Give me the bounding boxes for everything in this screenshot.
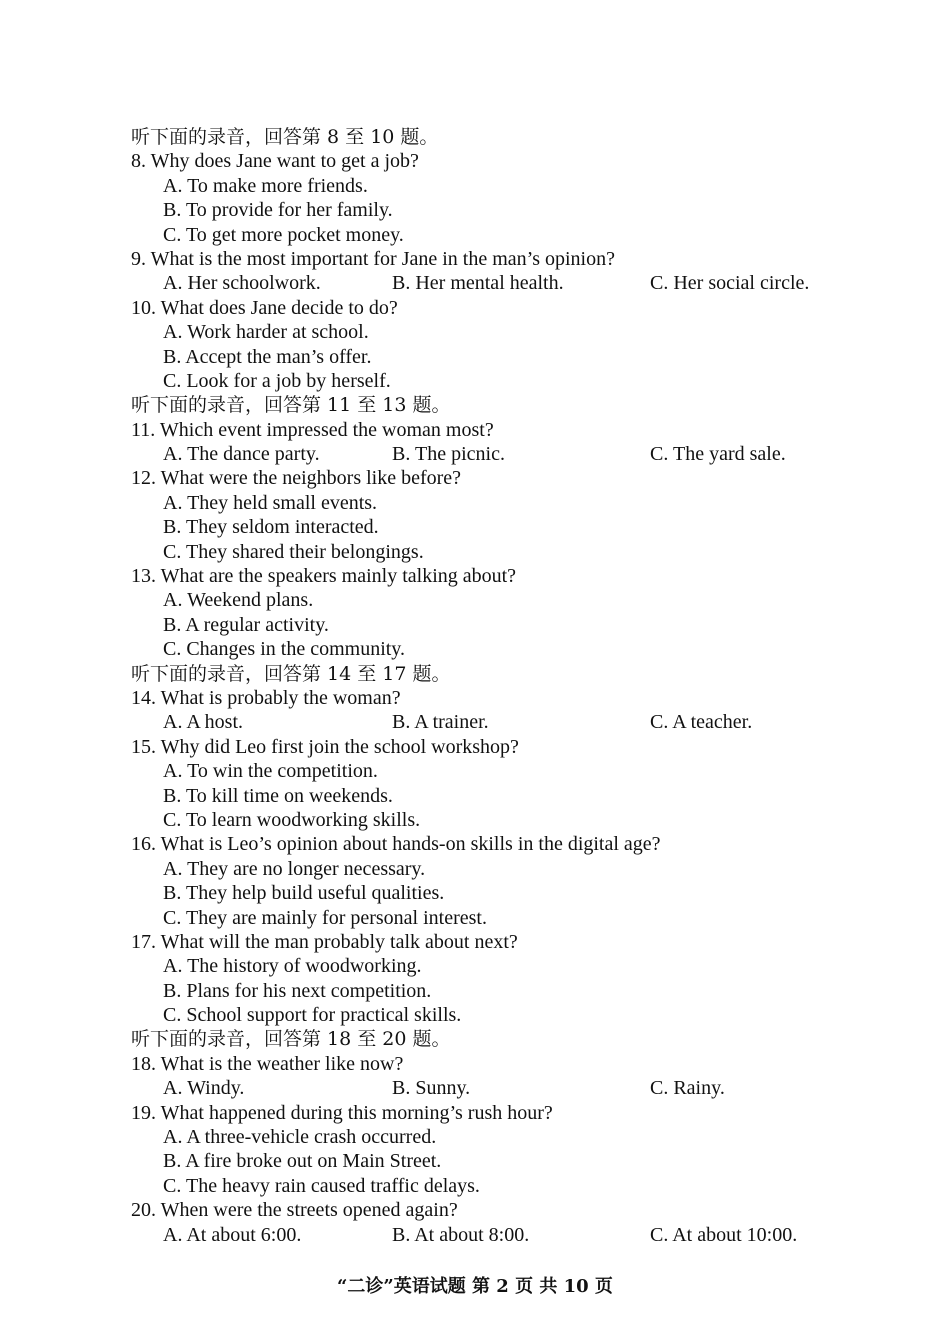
answer-option: B. They seldom interacted.	[163, 516, 379, 539]
answer-option: C. A teacher.	[650, 711, 753, 734]
option-row	[131, 442, 851, 466]
answer-option: C. The heavy rain caused traffic delays.	[163, 1174, 480, 1197]
answer-option: A. To make more friends.	[163, 174, 368, 197]
answer-option: A. Weekend plans.	[163, 589, 314, 612]
question-stem: 13. What are the speakers mainly talking about?	[131, 565, 517, 588]
question-stem: 16. What is Leo’s opinion about hands-on skills in the digital age?	[131, 833, 661, 856]
answer-option: B. They help build useful qualities.	[163, 882, 445, 905]
answer-option: A. Windy.	[163, 1077, 245, 1100]
answer-option: A. A three-vehicle crash occurred.	[163, 1126, 437, 1149]
option-row	[131, 1076, 851, 1100]
answer-option: A. The dance party.	[163, 443, 320, 466]
answer-option: A. A host.	[163, 711, 244, 734]
answer-option: A. Work harder at school.	[163, 321, 369, 344]
answer-option: A. The history of woodworking.	[163, 955, 422, 978]
answer-option: C. Rainy.	[650, 1077, 725, 1100]
answer-option: C. Her social circle.	[650, 272, 810, 295]
answer-option: B. A fire broke out on Main Street.	[163, 1150, 442, 1173]
answer-option: A. At about 6:00.	[163, 1223, 302, 1246]
option-row	[131, 1223, 851, 1247]
question-stem: 15. Why did Leo first join the school workshop?	[131, 735, 519, 758]
question-stem: 20. When were the streets opened again?	[131, 1199, 458, 1222]
answer-option: A. They held small events.	[163, 491, 378, 514]
option-row	[131, 271, 851, 295]
answer-option: C. At about 10:00.	[650, 1223, 798, 1246]
section-instruction: 听下面的录音，回答第 11 至 13 题。	[131, 394, 451, 417]
answer-option: B. Her mental health.	[392, 272, 564, 295]
answer-option: C. Changes in the community.	[163, 638, 406, 661]
question-stem: 12. What were the neighbors like before?	[131, 467, 462, 490]
answer-option: B. To kill time on weekends.	[163, 784, 393, 807]
answer-option: B. Plans for his next competition.	[163, 979, 432, 1002]
answer-option: B. Sunny.	[392, 1077, 471, 1100]
question-list	[131, 125, 851, 1247]
answer-option: A. To win the competition.	[163, 760, 378, 783]
section-instruction: 听下面的录音，回答第 18 至 20 题。	[131, 1028, 451, 1051]
answer-option: B. A trainer.	[392, 711, 489, 734]
question-stem: 8. Why does Jane want to get a job?	[131, 150, 419, 173]
question-stem: 10. What does Jane decide to do?	[131, 296, 398, 319]
answer-option: C. They are mainly for personal interest.	[163, 906, 487, 929]
option-row	[131, 710, 851, 734]
question-stem: 11. Which event impressed the woman most?	[131, 418, 494, 441]
answer-option: C. The yard sale.	[650, 443, 786, 466]
answer-option: A. Her schoolwork.	[163, 272, 321, 295]
question-stem: 18. What is the weather like now?	[131, 1052, 404, 1075]
answer-option: C. Look for a job by herself.	[163, 369, 391, 392]
answer-option: B. At about 8:00.	[392, 1223, 530, 1246]
answer-option: C. They shared their belongings.	[163, 540, 424, 563]
section-instruction: 听下面的录音，回答第 8 至 10 题。	[131, 126, 439, 148]
question-stem: 9. What is the most important for Jane in the man’s opinion?	[131, 247, 615, 270]
answer-option: A. They are no longer necessary.	[163, 857, 426, 880]
section-instruction: 听下面的录音，回答第 14 至 17 题。	[131, 662, 451, 685]
answer-option: B. To provide for her family.	[163, 199, 393, 222]
question-stem: 19. What happened during this morning’s rush hour?	[131, 1101, 553, 1124]
answer-option: C. To learn woodworking skills.	[163, 808, 421, 831]
answer-option: B. The picnic.	[392, 443, 505, 466]
answer-option: B. A regular activity.	[163, 613, 329, 636]
page-footer: “二诊”英语试题 第 2 页 共 10 页	[337, 1276, 613, 1297]
answer-option: C. School support for practical skills.	[163, 1004, 462, 1027]
answer-option: B. Accept the man’s offer.	[163, 345, 372, 368]
answer-option: C. To get more pocket money.	[163, 223, 404, 246]
question-stem: 14. What is probably the woman?	[131, 686, 401, 709]
question-stem: 17. What will the man probably talk about next?	[131, 930, 518, 953]
